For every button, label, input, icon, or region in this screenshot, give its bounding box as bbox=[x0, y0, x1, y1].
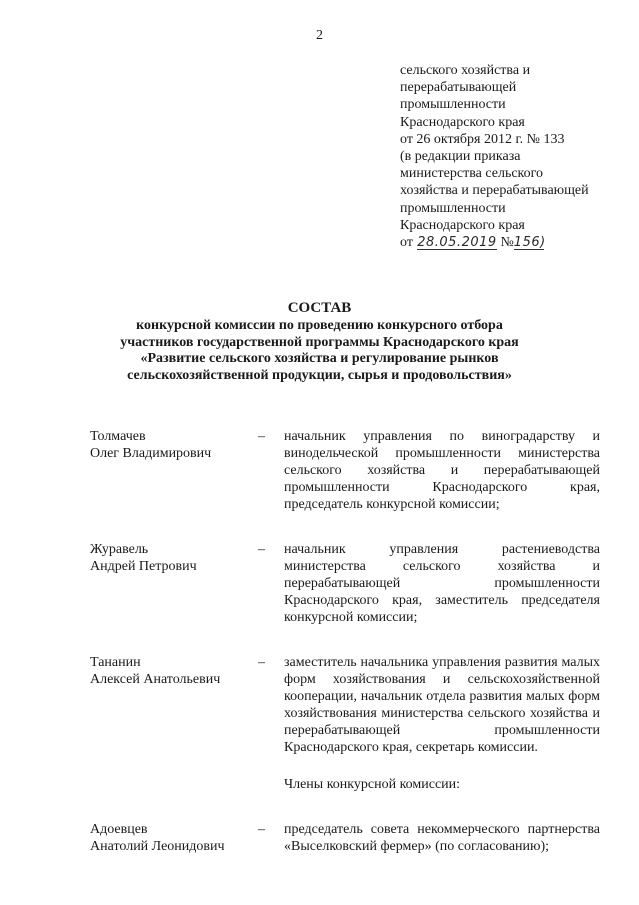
approval-line: министерства сельского bbox=[400, 166, 544, 182]
member-dash: – bbox=[258, 655, 265, 670]
approval-block bbox=[400, 62, 630, 251]
approval-line: промышленности bbox=[400, 200, 506, 216]
approval-line: Краснодарского края bbox=[400, 114, 525, 130]
title-line: конкурсной комиссии по проведению конкурсного отбора bbox=[136, 317, 503, 333]
member-entry bbox=[90, 821, 610, 855]
member-surname: Журавель bbox=[90, 542, 149, 557]
approval-date-line bbox=[400, 234, 630, 251]
member-dash: – bbox=[258, 822, 265, 837]
member-role: начальник управления растениеводства министерства сельского хозяйства и перерабатывающей промышленности Краснодарского края, заместитель председателя конкурсной комиссии; bbox=[284, 542, 600, 625]
approval-line: сельского хозяйства и bbox=[400, 63, 531, 78]
member-dash: – bbox=[258, 429, 265, 444]
title-line: сельскохозяйственной продукции, сырья и продовольствия» bbox=[127, 368, 512, 384]
members-heading: Члены конкурсной комиссии: bbox=[284, 777, 461, 792]
member-given-name: Андрей Петрович bbox=[90, 559, 197, 574]
title-main: СОСТАВ bbox=[287, 300, 352, 316]
member-given-name: Анатолий Леонидович bbox=[90, 839, 225, 854]
document-title bbox=[0, 300, 639, 385]
member-given-name: Алексей Анатольевич bbox=[90, 672, 221, 687]
members-list bbox=[90, 428, 610, 855]
member-surname: Толмачев bbox=[90, 429, 146, 444]
title-line: «Развитие сельского хозяйства и регулирование рынков bbox=[140, 351, 499, 367]
member-surname: Тананин bbox=[90, 655, 141, 670]
member-name bbox=[90, 821, 258, 855]
member-given-name: Олег Владимирович bbox=[90, 446, 212, 461]
member-entry bbox=[90, 428, 610, 513]
approval-line: от 26 октября 2012 г. № 133 bbox=[400, 131, 565, 147]
member-dash: – bbox=[258, 542, 265, 557]
member-role: председатель совета некоммерческого партнерства «Выселковский фермер» (по согласованию); bbox=[284, 822, 600, 854]
member-entry bbox=[90, 654, 610, 756]
member-surname: Адоевцев bbox=[90, 822, 148, 837]
approval-line: перерабатывающей bbox=[400, 80, 517, 96]
page-number: 2 bbox=[316, 28, 323, 43]
member-name bbox=[90, 654, 258, 688]
member-entry bbox=[90, 541, 610, 626]
approval-line: промышленности bbox=[400, 97, 506, 113]
approval-line: хозяйства и перерабатывающей bbox=[400, 183, 589, 199]
number-prefix: № bbox=[500, 235, 514, 251]
member-name bbox=[90, 541, 258, 575]
title-line: участников государственной программы Краснодарского края bbox=[120, 334, 519, 350]
member-name bbox=[90, 428, 258, 462]
approval-line: (в редакции приказа bbox=[400, 149, 521, 165]
handwritten-date: 28.05.2019 bbox=[417, 235, 497, 251]
handwritten-number: 156) bbox=[513, 235, 546, 251]
member-role: начальник управления по виноградарству и винодельческой промышленности министерства сельского хозяйства и перерабатывающей промышленности Краснодарского края, председатель конкурсной комиссии; bbox=[284, 429, 600, 512]
date-prefix: от bbox=[400, 235, 413, 251]
member-role: заместитель начальника управления развития малых форм хозяйствования и сельскохозяйственной кооперации, начальник отдела развития малых форм хозяйствования министерства сельского хозяйства и перерабатывающей промышленности Краснодарского края, секретарь комиссии. bbox=[284, 655, 600, 755]
approval-line: Краснодарского края bbox=[400, 217, 525, 233]
